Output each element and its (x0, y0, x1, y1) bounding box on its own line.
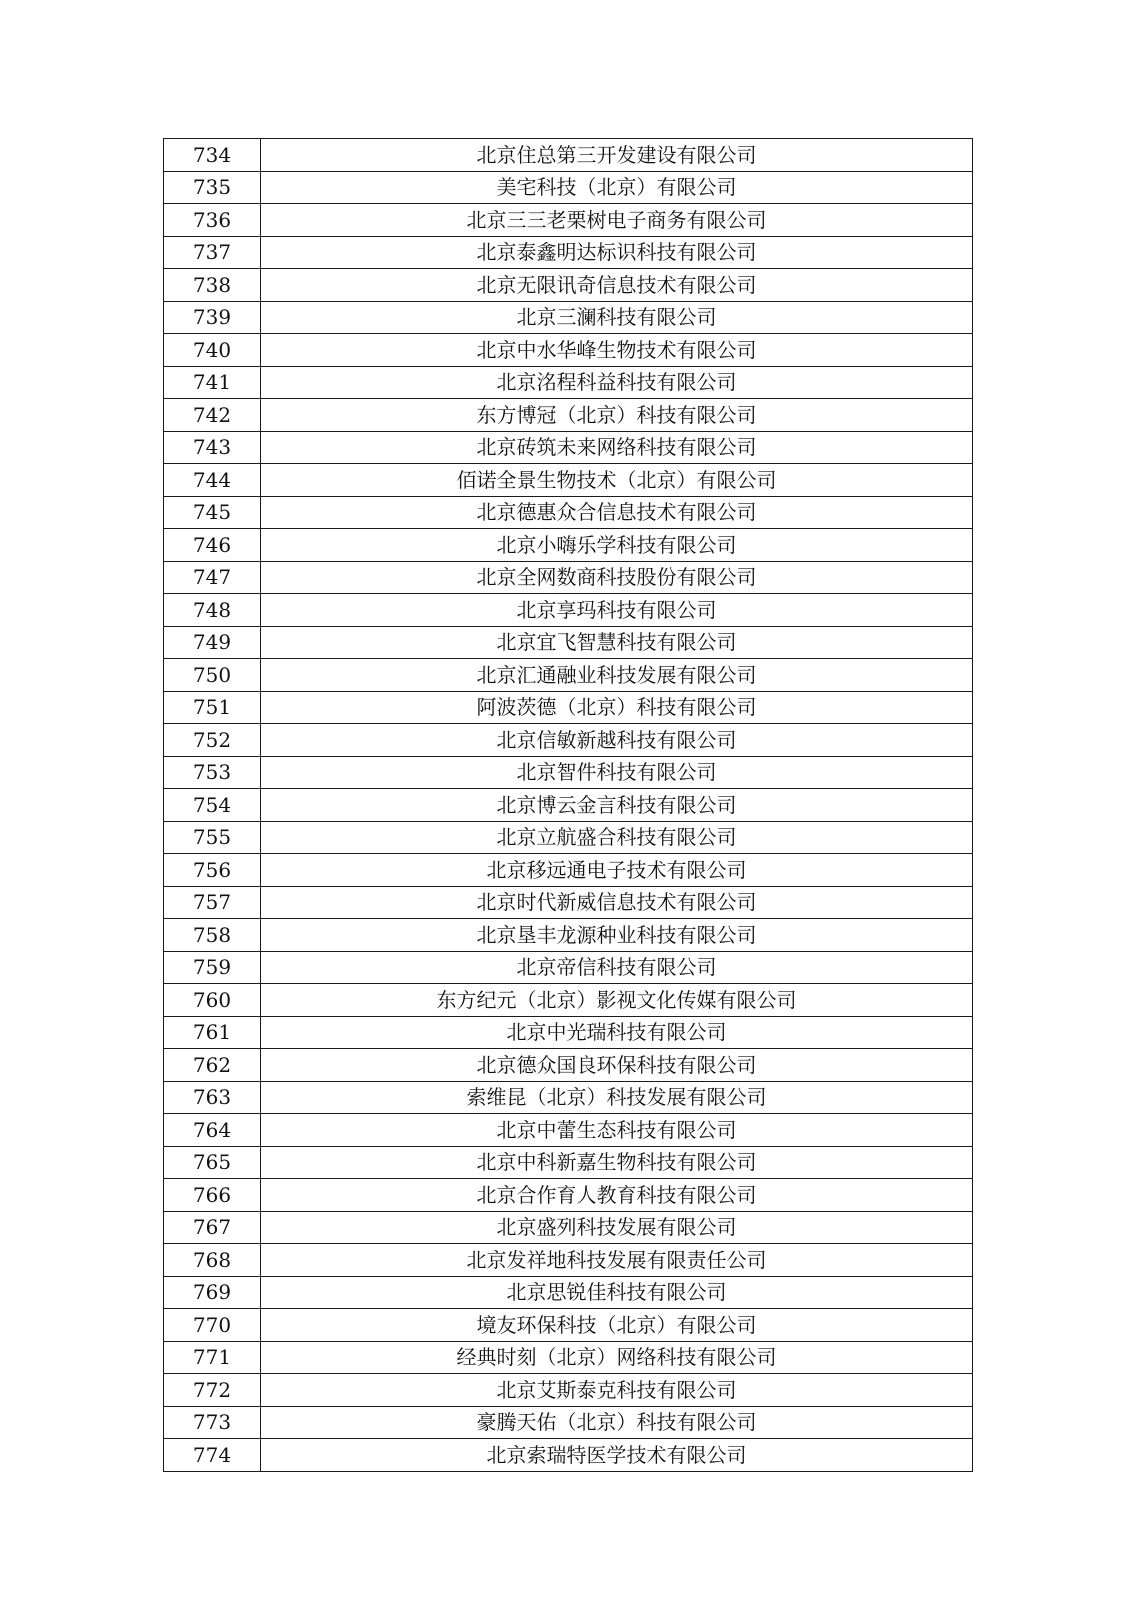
table-row (164, 854, 973, 887)
company-name-cell: 北京享玛科技有限公司 (261, 594, 973, 627)
row-number-cell: 743 (164, 431, 261, 464)
row-number-cell: 765 (164, 1146, 261, 1179)
company-name-cell: 北京全网数商科技股份有限公司 (261, 561, 973, 594)
row-number-cell: 744 (164, 464, 261, 497)
table-row (164, 236, 973, 269)
company-name-cell: 北京宜飞智慧科技有限公司 (261, 626, 973, 659)
company-name-cell: 北京索瑞特医学技术有限公司 (261, 1439, 973, 1472)
row-number-cell: 769 (164, 1276, 261, 1309)
company-list-table (163, 138, 973, 1472)
table-row (164, 1114, 973, 1147)
table-row (164, 1049, 973, 1082)
table-row (164, 724, 973, 757)
table-row (164, 659, 973, 692)
company-name-cell: 东方纪元（北京）影视文化传媒有限公司 (261, 984, 973, 1017)
row-number-cell: 774 (164, 1439, 261, 1472)
table-row (164, 301, 973, 334)
table-row (164, 1211, 973, 1244)
company-name-cell: 北京智件科技有限公司 (261, 756, 973, 789)
row-number-cell: 770 (164, 1309, 261, 1342)
table-row (164, 496, 973, 529)
company-name-cell: 阿波茨德（北京）科技有限公司 (261, 691, 973, 724)
company-name-cell: 东方博冠（北京）科技有限公司 (261, 399, 973, 432)
company-name-cell: 索维昆（北京）科技发展有限公司 (261, 1081, 973, 1114)
table-row (164, 1374, 973, 1407)
row-number-cell: 750 (164, 659, 261, 692)
row-number-cell: 751 (164, 691, 261, 724)
table-row (164, 789, 973, 822)
row-number-cell: 746 (164, 529, 261, 562)
table-row (164, 464, 973, 497)
table-row (164, 139, 973, 172)
row-number-cell: 773 (164, 1406, 261, 1439)
table-row (164, 1179, 973, 1212)
table-row (164, 1341, 973, 1374)
company-name-cell: 北京三三老栗树电子商务有限公司 (261, 204, 973, 237)
row-number-cell: 754 (164, 789, 261, 822)
table-row (164, 886, 973, 919)
company-name-cell: 佰诺全景生物技术（北京）有限公司 (261, 464, 973, 497)
company-name-cell: 北京泰鑫明达标识科技有限公司 (261, 236, 973, 269)
row-number-cell: 766 (164, 1179, 261, 1212)
row-number-cell: 749 (164, 626, 261, 659)
company-name-cell: 北京小嗨乐学科技有限公司 (261, 529, 973, 562)
table-row (164, 626, 973, 659)
table-body (164, 139, 973, 1472)
table-row (164, 1309, 973, 1342)
row-number-cell: 768 (164, 1244, 261, 1277)
table-row (164, 984, 973, 1017)
company-name-cell: 北京中科新嘉生物科技有限公司 (261, 1146, 973, 1179)
company-name-cell: 北京移远通电子技术有限公司 (261, 854, 973, 887)
company-name-cell: 北京三澜科技有限公司 (261, 301, 973, 334)
table-row (164, 1439, 973, 1472)
row-number-cell: 737 (164, 236, 261, 269)
row-number-cell: 745 (164, 496, 261, 529)
company-name-cell: 北京艾斯泰克科技有限公司 (261, 1374, 973, 1407)
company-name-cell: 境友环保科技（北京）有限公司 (261, 1309, 973, 1342)
company-name-cell: 北京合作育人教育科技有限公司 (261, 1179, 973, 1212)
company-name-cell: 豪腾天佑（北京）科技有限公司 (261, 1406, 973, 1439)
company-name-cell: 北京洺程科益科技有限公司 (261, 366, 973, 399)
company-name-cell: 北京汇通融业科技发展有限公司 (261, 659, 973, 692)
table-row (164, 269, 973, 302)
table-row (164, 594, 973, 627)
table-row (164, 1406, 973, 1439)
row-number-cell: 763 (164, 1081, 261, 1114)
row-number-cell: 736 (164, 204, 261, 237)
row-number-cell: 747 (164, 561, 261, 594)
table-row (164, 1276, 973, 1309)
row-number-cell: 772 (164, 1374, 261, 1407)
table-row (164, 1244, 973, 1277)
table-row (164, 691, 973, 724)
company-name-cell: 北京砖筑未来网络科技有限公司 (261, 431, 973, 464)
company-name-cell: 北京中蕾生态科技有限公司 (261, 1114, 973, 1147)
row-number-cell: 761 (164, 1016, 261, 1049)
row-number-cell: 752 (164, 724, 261, 757)
table-row (164, 171, 973, 204)
row-number-cell: 760 (164, 984, 261, 1017)
company-name-cell: 北京帝信科技有限公司 (261, 951, 973, 984)
company-name-cell: 北京时代新威信息技术有限公司 (261, 886, 973, 919)
table-row (164, 399, 973, 432)
company-name-cell: 北京德众国良环保科技有限公司 (261, 1049, 973, 1082)
table-row (164, 561, 973, 594)
table-row (164, 1146, 973, 1179)
table-row (164, 1016, 973, 1049)
company-name-cell: 北京中光瑞科技有限公司 (261, 1016, 973, 1049)
company-name-cell: 北京盛列科技发展有限公司 (261, 1211, 973, 1244)
row-number-cell: 759 (164, 951, 261, 984)
table-row (164, 529, 973, 562)
row-number-cell: 742 (164, 399, 261, 432)
row-number-cell: 758 (164, 919, 261, 952)
row-number-cell: 764 (164, 1114, 261, 1147)
table-row (164, 334, 973, 367)
company-name-cell: 北京中水华峰生物技术有限公司 (261, 334, 973, 367)
table-row (164, 919, 973, 952)
table-row (164, 821, 973, 854)
row-number-cell: 735 (164, 171, 261, 204)
company-name-cell: 北京无限讯奇信息技术有限公司 (261, 269, 973, 302)
row-number-cell: 740 (164, 334, 261, 367)
row-number-cell: 767 (164, 1211, 261, 1244)
row-number-cell: 756 (164, 854, 261, 887)
company-name-cell: 北京德惠众合信息技术有限公司 (261, 496, 973, 529)
row-number-cell: 741 (164, 366, 261, 399)
row-number-cell: 757 (164, 886, 261, 919)
company-name-cell: 美宅科技（北京）有限公司 (261, 171, 973, 204)
table-row (164, 204, 973, 237)
company-name-cell: 北京立航盛合科技有限公司 (261, 821, 973, 854)
table-row (164, 756, 973, 789)
company-name-cell: 北京发祥地科技发展有限责任公司 (261, 1244, 973, 1277)
row-number-cell: 739 (164, 301, 261, 334)
company-name-cell: 北京博云金言科技有限公司 (261, 789, 973, 822)
row-number-cell: 738 (164, 269, 261, 302)
company-name-cell: 北京住总第三开发建设有限公司 (261, 139, 973, 172)
row-number-cell: 753 (164, 756, 261, 789)
company-name-cell: 北京信敏新越科技有限公司 (261, 724, 973, 757)
row-number-cell: 762 (164, 1049, 261, 1082)
row-number-cell: 771 (164, 1341, 261, 1374)
company-name-cell: 经典时刻（北京）网络科技有限公司 (261, 1341, 973, 1374)
table-row (164, 1081, 973, 1114)
row-number-cell: 748 (164, 594, 261, 627)
row-number-cell: 734 (164, 139, 261, 172)
table-row (164, 366, 973, 399)
company-name-cell: 北京思锐佳科技有限公司 (261, 1276, 973, 1309)
table-row (164, 431, 973, 464)
company-name-cell: 北京垦丰龙源种业科技有限公司 (261, 919, 973, 952)
table-row (164, 951, 973, 984)
row-number-cell: 755 (164, 821, 261, 854)
